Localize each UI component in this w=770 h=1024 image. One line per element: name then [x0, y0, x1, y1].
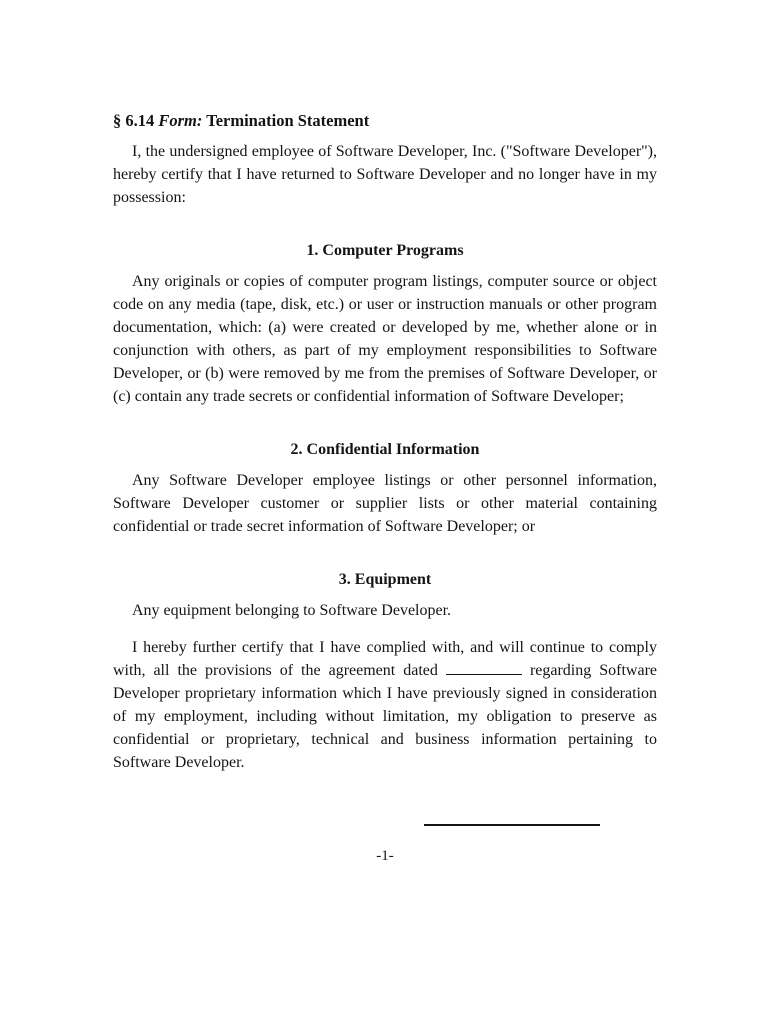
section-number: § 6.14 — [113, 111, 155, 130]
section-heading-confidential-information: 2. Confidential Information — [290, 441, 480, 458]
form-label: Form: — [158, 111, 203, 130]
closing-text-before-blank: I hereby further certify that I have complied with, and will continue to comply with, all the provisions of the agreement dated — [113, 639, 657, 679]
section-body-computer-programs: Any originals or copies of computer program listings, computer source or object code on any media (tape, disk, etc.) or user or instruction manuals or other program documentation, which: (a) were created or developed by me, whether alone or in conjunction with others, as part of my employment responsibilities to Software Developer, or (b) were removed by me from the premises of Software Developer, or (c) contain any trade secrets or confidential information of Software Developer; — [113, 273, 657, 405]
section-heading-computer-programs: 1. Computer Programs — [306, 242, 464, 259]
closing-paragraph — [113, 636, 657, 774]
page-number: -1- — [376, 848, 394, 864]
signature-line — [424, 824, 600, 826]
title-text: Termination Statement — [206, 111, 370, 130]
section-body-confidential-information: Any Software Developer employee listings or other personnel information, Software Developer customer or supplier lists or other material containing confidential or trade secret information of Software Developer; or — [113, 472, 657, 535]
document-page — [113, 109, 657, 866]
intro-paragraph: I, the undersigned employee of Software Developer, Inc. ("Software Developer"), hereby certify that I have returned to Software Developer and no longer have in my possession: — [113, 143, 657, 206]
agreement-date-blank — [446, 661, 522, 675]
section-heading-equipment: 3. Equipment — [338, 571, 432, 588]
closing-text-after-blank: regarding Software Developer proprietary information which I have previously signed in consideration of my employment, including without limitation, my obligation to preserve as confidential or proprietary, technical and business information pertaining to Software Developer. — [113, 662, 658, 771]
section-body-equipment: Any equipment belonging to Software Developer. — [132, 602, 452, 619]
document-title — [113, 109, 657, 132]
